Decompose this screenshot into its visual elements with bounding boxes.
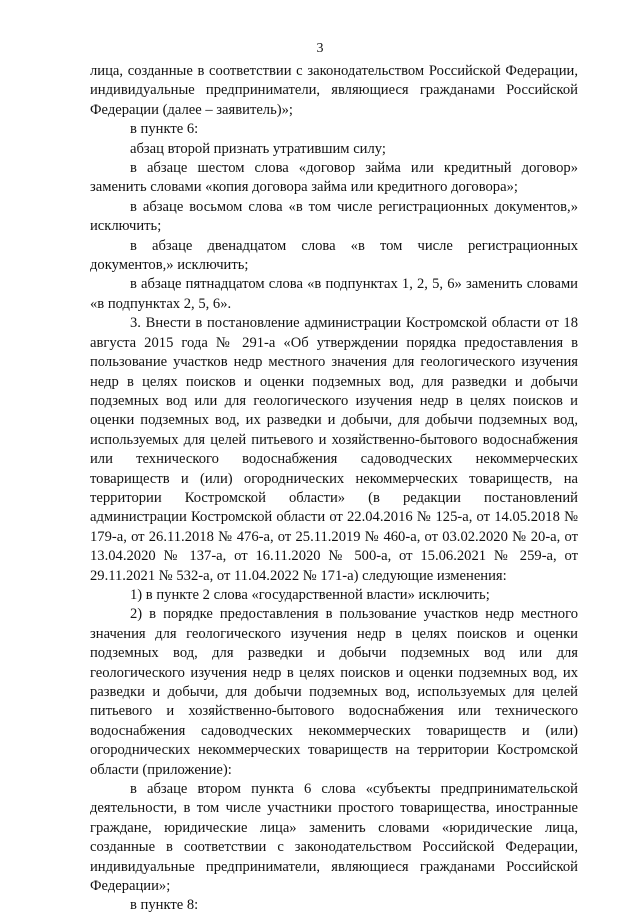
document-body [90,62,578,916]
paragraph: в абзаце восьмом слова «в том числе регистрационных документов,» исключить; [90,198,578,235]
paragraph: абзац второй признать утратившим силу; [130,140,386,157]
paragraph: 2) в порядке предоставления в пользование участков недр местного значения для геологического изучения недр в целях поисков и оценки подземных вод, для разведки и добычи подземных вод или для геологического изучения недр в целях поисков и оценки подземных вод, их разведки и добычи, для добычи подземных вод, используемых для целей питьевого и хозяйственно-бытового водоснабжения или технического водоснабжения садоводческих некоммерческих товариществ и (или) огороднических некоммерческих товариществ на территории Костромской области (приложение): [90,606,578,778]
paragraph: в абзаце втором пункта 6 слова «субъекты предпринимательской деятельности, в том числе участники простого товарищества, иностранные граждане, юридические лица» заменить словами «юридические лица, созданные в соответствии с законодательством Российской Федерации, индивидуальные предприниматели, являющиеся гражданами Российской Федерации»; [90,781,578,895]
paragraph: лица, созданные в соответствии с законодательством Российской Федерации, индивидуальные предприниматели, являющиеся гражданами Российской Федерации (далее – заявитель)»; [90,63,578,118]
paragraph: в абзаце шестом слова «договор займа или кредитный договор» заменить словами «копия договора займа или кредитного договора»; [90,160,578,196]
paragraph: в абзаце двенадцатом слова «в том числе регистрационных документов,» исключить; [90,237,578,274]
paragraph: в пункте 8: [130,897,199,914]
paragraph: 1) в пункте 2 слова «государственной власти» исключить; [130,586,490,603]
paragraph: 3. Внести в постановление администрации Костромской области от 18 августа 2015 года № 291-а «Об утверждении порядка предоставления в пользование участков недр местного значения для геологического изучения недр в целях поисков и оценки подземных вод, для разведки и добычи подземных вод или для геологического изучения недр в целях поисков и оценки подземных вод, их разведки и добычи, для добычи подземных вод, используемых для целей питьевого и хозяйственно-бытового водоснабжения или технического водоснабжения садоводческих некоммерческих товариществ и (или) огороднических некоммерческих товариществ, на территории Костромской области» (в редакции постановлений администрации Костромской области от 22.04.2016 № 125-а, от 14.05.2018 № 179-а, от 26.11.2018 № 476-а, от 25.11.2019 № 460-а, от 03.02.2020 № 20-а, от 13.04.2020 № 137-а, от 16.11.2020 № 500-а, от 15.06.2021 № 259-а, от 29.11.2021 № 532-а, от 11.04.2022 № 171-а) следующие изменения: [90,315,578,584]
paragraph: в абзаце пятнадцатом слова «в подпунктах 1, 2, 5, 6» заменить словами «в подпунктах 2, 5, 6». [90,276,578,312]
paragraph: в пункте 6: [130,121,199,138]
page-number: 3 [316,41,324,56]
